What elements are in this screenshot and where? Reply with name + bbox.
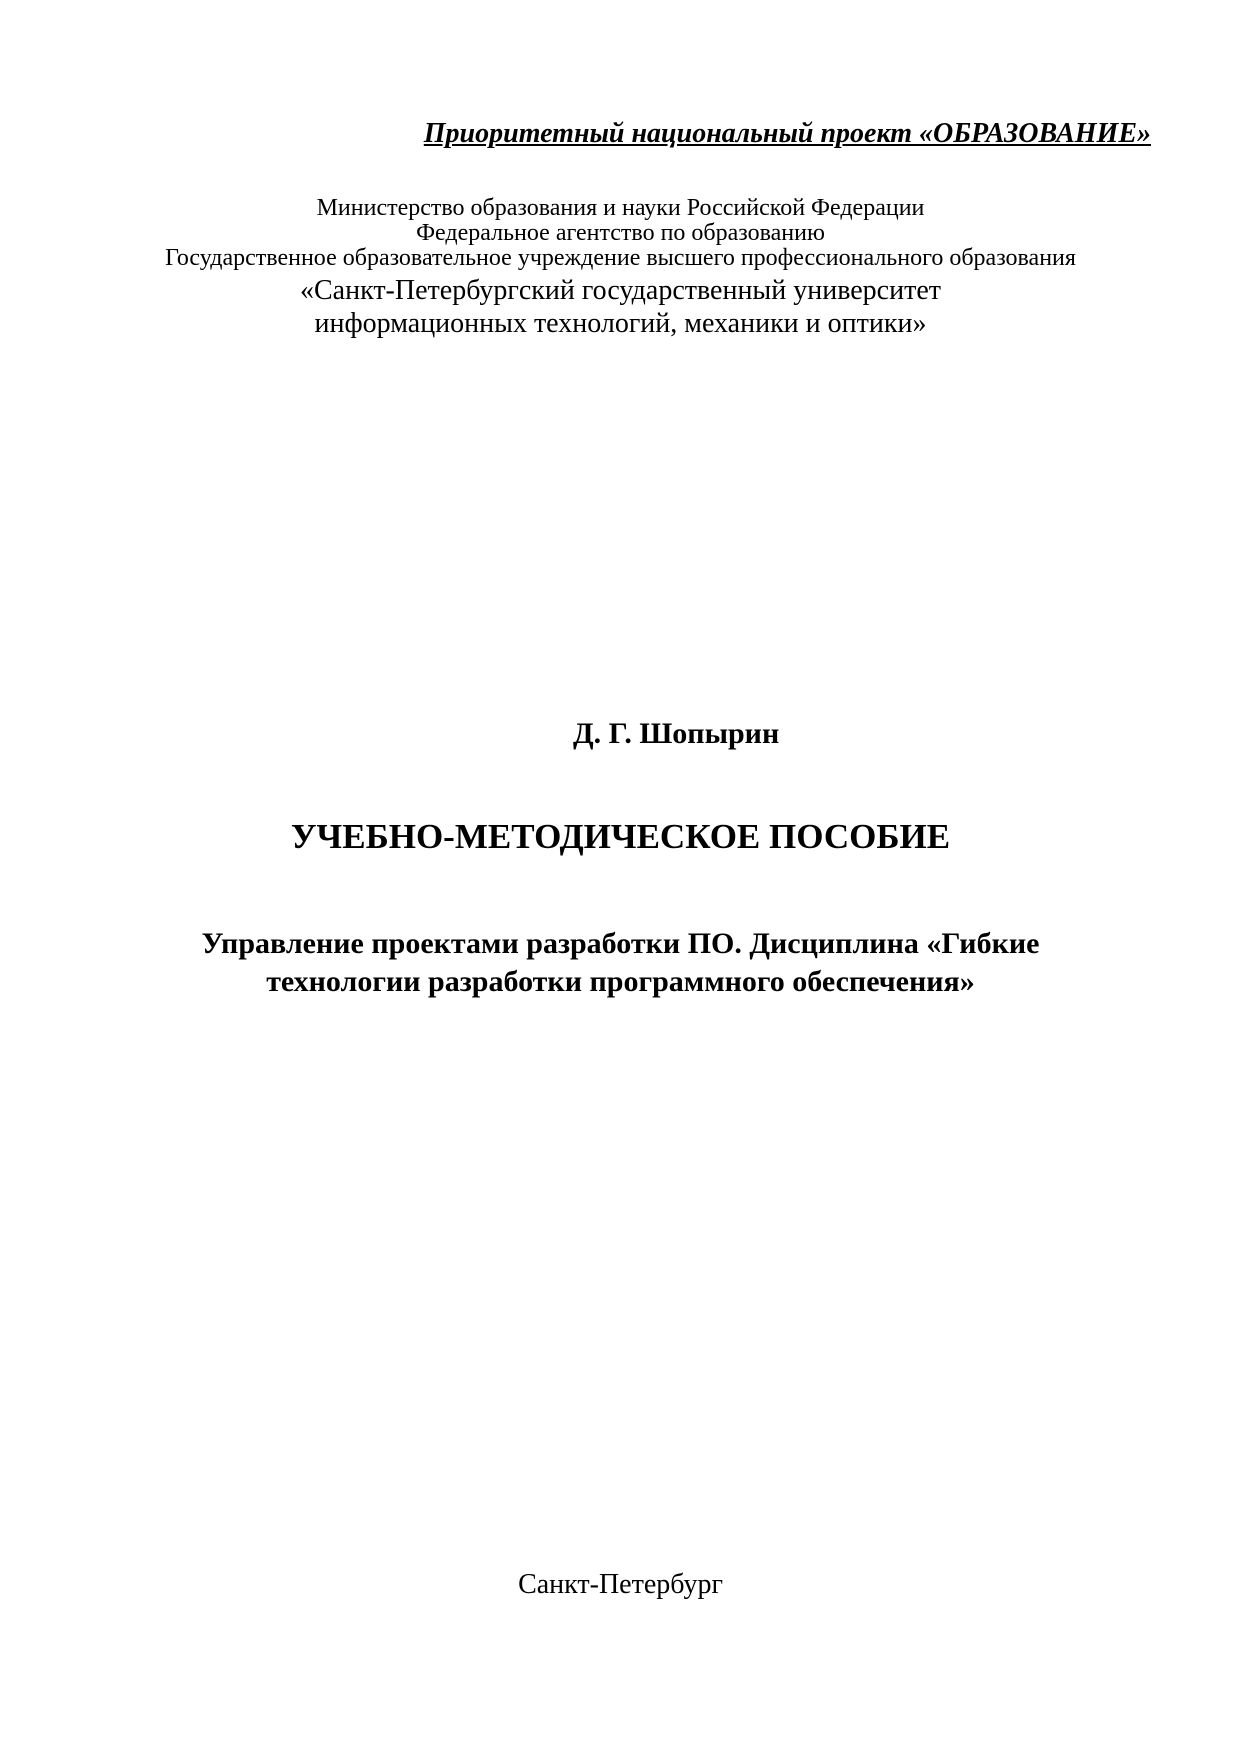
institution-type: Государственное образовательное учреждение высшего профессионального образования: [165, 245, 1076, 271]
university-name-line1: «Санкт-Петербургский государственный университет: [300, 275, 941, 306]
document-subject: [0, 925, 1241, 1001]
agency-name: Федеральное агентство по образованию: [416, 220, 825, 246]
university-name-line2: информационных технологий, механики и оптики»: [314, 308, 927, 339]
subject-line1: Управление проектами разработки ПО. Дисциплина «Гибкие: [201, 927, 1040, 960]
document-type: УЧЕБНО-МЕТОДИЧЕСКОЕ ПОСОБИЕ: [290, 817, 951, 856]
author-name: Д. Г. Шопырин: [573, 717, 780, 750]
organization-block: [0, 196, 1241, 340]
project-title: Приоритетный национальный проект «ОБРАЗОВАНИЕ»: [423, 118, 1151, 149]
publication-city: Санкт-Петербург: [518, 1569, 723, 1600]
ministry-name: Министерство образования и науки Российской Федерации: [316, 195, 925, 221]
subject-line2: технологии разработки программного обеспечения»: [266, 965, 975, 998]
